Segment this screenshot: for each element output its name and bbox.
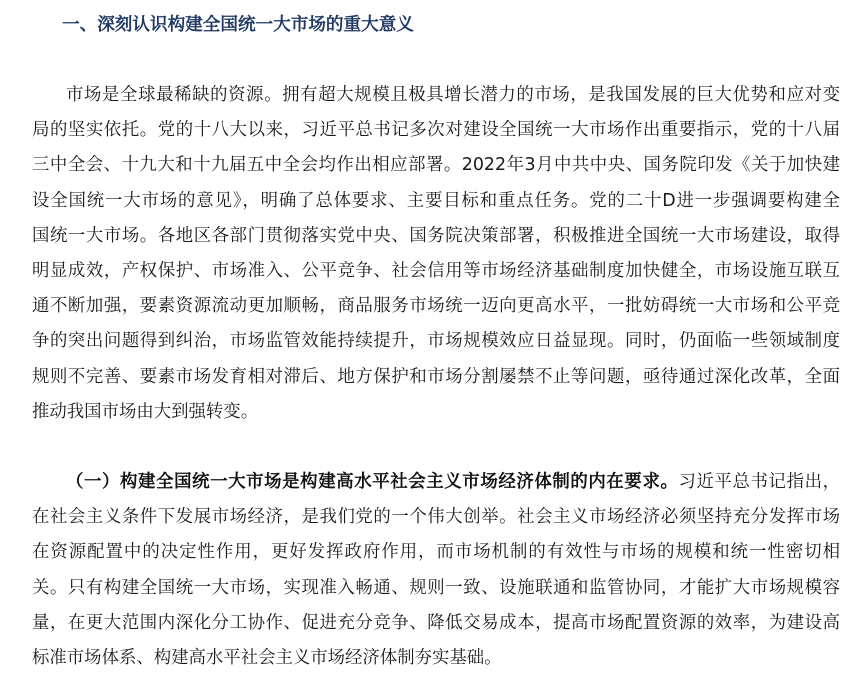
paragraph-line: 国统一大市场。各地区各部门贯彻落实党中央、国务院决策部署，积极推进全国统一大市场建设，取得 [32, 225, 840, 246]
paragraph-line: 明显成效，产权保护、市场准入、公平竞争、社会信用等市场经济基础制度加快健全，市场设施互联互 [32, 260, 840, 281]
paragraph-line: 推动我国市场由大到强转变。 [32, 401, 259, 422]
paragraph-line: 关。只有构建全国统一大市场，实现准入畅通、规则一致、设施联通和监管协同，才能扩大市场规模容 [32, 577, 840, 598]
paragraph-line: 设全国统一大市场的意见》，明确了总体要求、主要目标和重点任务。党的二十D进一步强调要构建全 [32, 190, 840, 211]
paragraph-line: 标准市场体系、构建高水平社会主义市场经济体制夯实基础。 [32, 647, 502, 668]
paragraph-line: 通不断加强，要素资源流动更加顺畅，商品服务市场统一迈向更高水平，一批妨碍统一大市场和公平竞 [32, 296, 840, 317]
paragraph-text: 习近平总书记指出， [678, 472, 840, 492]
paragraph-significance [32, 78, 840, 430]
paragraph-line: 在社会主义条件下发展市场经济，是我们党的一个伟大创举。社会主义市场经济必须坚持充分发挥市场 [32, 507, 840, 528]
paragraph-subsection-1 [32, 465, 840, 676]
subsection-lead: （一）构建全国统一大市场是构建高水平社会主义市场经济体制的内在要求。 [66, 472, 679, 492]
paragraph-line: 局的坚实依托。党的十八大以来，习近平总书记多次对建设全国统一大市场作出重要指示，党的十八届 [32, 120, 840, 141]
paragraph-line: 争的突出问题得到纠治，市场监管效能持续提升，市场规模效应日益显现。同时，仍面临一些领域制度 [32, 331, 840, 352]
section-heading: 一、深刻认识构建全国统一大市场的重大意义 [62, 15, 414, 35]
paragraph-line: 三中全会、十九大和十九届五中全会均作出相应部署。2022年3月中共中央、国务院印发《关于加快建 [32, 155, 840, 176]
paragraph-line: 量，在更大范围内深化分工协作、促进充分竞争、降低交易成本，提高市场配置资源的效率，为建设高 [32, 612, 840, 633]
paragraph-line: 规则不完善、要素市场发育相对滞后、地方保护和市场分割屡禁不止等问题，亟待通过深化改革，全面 [32, 366, 840, 387]
paragraph-line [32, 465, 840, 500]
paragraph-line: 在资源配置中的决定性作用，更好发挥政府作用，而市场机制的有效性与市场的规模和统一性密切相 [32, 542, 840, 563]
paragraph-line: 市场是全球最稀缺的资源。拥有超大规模且极具增长潜力的市场，是我国发展的巨大优势和应对变 [66, 85, 840, 105]
